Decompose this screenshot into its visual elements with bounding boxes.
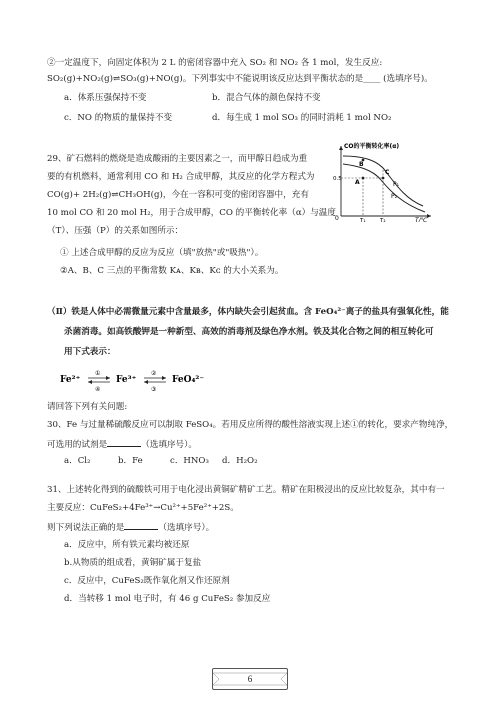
- q29-sub1: ① 上述合成甲醇的反应为反应（填"放热"或"吸热"）。: [60, 248, 264, 258]
- point-c-dot: [382, 177, 385, 180]
- q29-line5: （T）、压强（P）的关系如图所示：: [47, 226, 184, 236]
- graph-ylabel: CO的平衡转化率(α): [344, 143, 400, 150]
- curve-p2-label: P₂: [391, 193, 398, 200]
- y-axis-arrow: [339, 146, 343, 150]
- curve-p1-label: P₁: [393, 181, 400, 188]
- x-tick-t1: T₁: [360, 218, 366, 222]
- q31-option-a: a．反应中，所有铁元素均被还原: [64, 540, 190, 550]
- q30-line2-text: 可选用的试剂是: [47, 440, 108, 450]
- q28-option-b: b．混合气体的颜色保持不变: [212, 93, 321, 103]
- point-c-label: C: [385, 169, 390, 176]
- species-fe3: Fe³⁺: [116, 375, 137, 385]
- q30-line2-tail: （选填序号）。: [141, 440, 198, 450]
- section2-instruction: 请回答下列有关问题:: [47, 402, 128, 412]
- section2-line1: （Ⅱ）铁是人体中必需微量元素中含量最多，体内缺失会引起贫血。含 FeO₄²⁻离子的盐具有强氧化性，能: [47, 307, 449, 317]
- page-number: 6: [247, 674, 253, 684]
- graph-y-tick: 0.5: [333, 176, 342, 182]
- q31-line3-tail: （选填序号）。: [158, 523, 215, 533]
- step-label-2: ②: [151, 370, 157, 377]
- curve-p2: [343, 164, 425, 212]
- page-number-box: [212, 668, 288, 690]
- arrowhead-forward-1: [106, 376, 110, 380]
- arrowhead-forward-2: [162, 376, 166, 380]
- q28-line1: ②一定温度下，向固定体积为 2 L 的密闭容器中充入 SO₂ 和 NO₂ 各 1 mol，发生反应:: [47, 58, 383, 68]
- q28-option-d: d．每生成 1 mol SO₃ 的同时消耗 1 mol NO₂: [212, 113, 392, 123]
- step-label-3: ③: [151, 386, 157, 392]
- q31-line2: 主要反应：CuFeS₂+4Fe³⁺→Cu²⁺+5Fe²⁺+2S。: [47, 503, 239, 513]
- q31-answer-blank[interactable]: [124, 520, 158, 530]
- q31-option-c: c．反应中，CuFeS₂既作氧化剂又作还原剂: [64, 576, 230, 586]
- q31-line3: [47, 520, 460, 534]
- q30-answer-blank[interactable]: [107, 437, 141, 447]
- arrowhead-back-1: [88, 380, 92, 384]
- iron-conversion-chain: [60, 368, 210, 392]
- section2-line3: 用下式表示：: [64, 347, 116, 357]
- co-conversion-graph: [333, 140, 435, 222]
- q30-line1: 30、Fe 与过量稀硫酸反应可以制取 FeSO₄。若用反应所得的酸性溶液实现上述①的转化，要求产物纯净，: [47, 420, 454, 430]
- graph-origin: 0: [335, 215, 339, 222]
- q28-option-a: a．体系压强保持不变: [64, 93, 147, 103]
- section2-line2: 杀菌消毒。如高铁酸钾是一种新型、高效的消毒剂及绿色净水剂。铁及其化合物之间的相互转化可: [64, 327, 434, 337]
- q31-line1: 31、上述转化得到的硫酸铁可用于电化浸出黄铜矿精矿工艺。精矿在阳极浸出的反应比较复杂，其中有一: [47, 485, 445, 495]
- point-a-dot: [362, 177, 365, 180]
- species-feo4: FeO₄²⁻: [172, 375, 205, 385]
- q31-line3-text: 则下列说法正确的是: [47, 523, 125, 533]
- arrowhead-back-2: [144, 380, 148, 384]
- q30-option-c: c．HNO₃: [170, 456, 209, 466]
- q31-option-b: b.从物质的组成看，黄铜矿属于复盐: [64, 558, 202, 568]
- q28-option-c: c．NO 的物质的量保持不变: [64, 113, 173, 123]
- q29-line4: 10 mol CO 和 20 mol H₂，用于合成甲醇，CO 的平衡转化率（α）与温度: [47, 208, 336, 218]
- x-axis-arrow: [427, 214, 431, 218]
- q30-line2: [47, 437, 460, 451]
- x-tick-t2: T₂: [380, 218, 386, 222]
- graph-xlabel: T/℃: [415, 217, 428, 222]
- q29-sub2: ②A、B、C 三点的平衡常数 Kᴀ、Kʙ、Kᴄ 的大小关系为。: [60, 266, 284, 276]
- q29-line1: 29、矿石燃料的燃烧是造成酸雨的主要因素之一，而甲醇日趋成为重: [47, 154, 308, 164]
- q28-line2: SO₂(g)+NO₂(g)⇌SO₃(g)+NO(g)。下列事实中不能说明该反应达到平衡状态的是____ (选填序号)。: [47, 74, 433, 84]
- species-fe2: Fe²⁺: [60, 375, 81, 385]
- step-label-4: ④: [95, 386, 101, 392]
- point-b-label: B: [359, 161, 364, 168]
- q30-option-b: b．Fe: [118, 456, 143, 466]
- q30-option-a: a．Cl₂: [64, 456, 91, 466]
- q29-line3: CO(g)+ 2H₂(g)⇌CH₃OH(g)，今在一容积可变的密闭容器中，充有: [47, 190, 309, 200]
- q30-option-d: d．H₂O₂: [222, 456, 258, 466]
- point-a-label: A: [355, 179, 360, 186]
- step-label-1: ①: [95, 370, 101, 377]
- q31-option-d: d．当转移 1 mol 电子时，有 46 g CuFeS₂ 参加反应: [64, 594, 271, 604]
- q29-line2: 要的有机燃料，通常利用 CO 和 H₂ 合成甲醇，其反应的化学方程式为: [47, 172, 315, 182]
